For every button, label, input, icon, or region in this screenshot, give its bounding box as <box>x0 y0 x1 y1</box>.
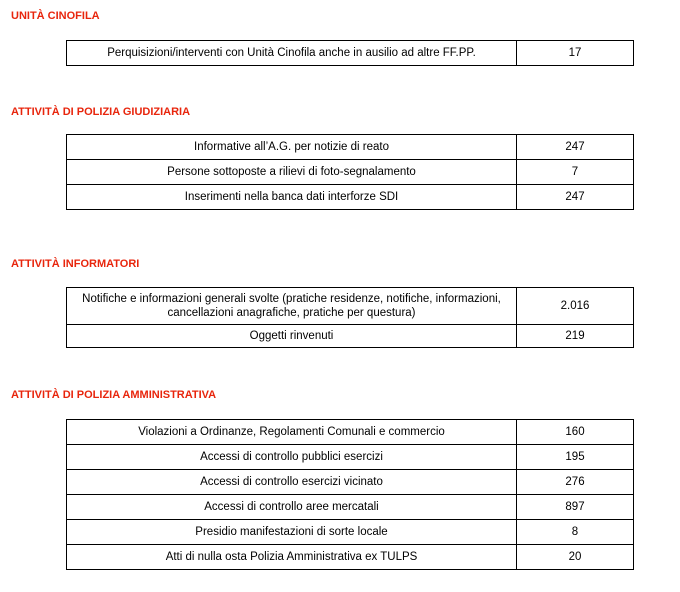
section-title-informatori: ATTIVITÀ INFORMATORI <box>11 258 140 270</box>
table-informatori <box>66 287 634 348</box>
section-title-polizia-giudiziaria: ATTIVITÀ DI POLIZIA GIUDIZIARIA <box>11 106 191 118</box>
row-label: Presidio manifestazioni di sorte locale <box>67 520 517 545</box>
row-label: Oggetti rinvenuti <box>67 325 517 348</box>
row-value: 7 <box>517 160 634 185</box>
row-label: Accessi di controllo pubblici esercizi <box>67 445 517 470</box>
row-label: Atti di nulla osta Polizia Amministrativa ex TULPS <box>67 545 517 570</box>
table-row <box>67 420 634 445</box>
row-label: Notifiche e informazioni generali svolte (pratiche residenze, notifiche, informazioni, cancellazioni anagrafiche, pratiche per questura) <box>67 288 517 325</box>
row-label: Accessi di controllo esercizi vicinato <box>67 470 517 495</box>
row-label: Informative all’A.G. per notizie di reato <box>67 135 517 160</box>
table-row <box>67 41 634 66</box>
table-row <box>67 325 634 348</box>
table-row <box>67 470 634 495</box>
row-value: 17 <box>517 41 634 66</box>
table-row <box>67 160 634 185</box>
section-title-polizia-amministrativa: ATTIVITÀ DI POLIZIA AMMINISTRATIVA <box>11 389 217 401</box>
row-value: 276 <box>517 470 634 495</box>
row-value: 2.016 <box>517 288 634 325</box>
table-polizia-giudiziaria <box>66 134 634 210</box>
row-value: 219 <box>517 325 634 348</box>
table-row <box>67 495 634 520</box>
table-row <box>67 135 634 160</box>
table-polizia-amministrativa <box>66 419 634 570</box>
row-label: Violazioni a Ordinanze, Regolamenti Comunali e commercio <box>67 420 517 445</box>
row-value: 247 <box>517 135 634 160</box>
row-value: 247 <box>517 185 634 210</box>
row-value: 20 <box>517 545 634 570</box>
row-label: Perquisizioni/interventi con Unità Cinofila anche in ausilio ad altre FF.PP. <box>67 41 517 66</box>
row-label: Inserimenti nella banca dati interforze SDI <box>67 185 517 210</box>
row-label: Persone sottoposte a rilievi di foto-segnalamento <box>67 160 517 185</box>
row-value: 195 <box>517 445 634 470</box>
row-value: 897 <box>517 495 634 520</box>
row-value: 8 <box>517 520 634 545</box>
row-label: Accessi di controllo aree mercatali <box>67 495 517 520</box>
table-row <box>67 185 634 210</box>
table-row <box>67 288 634 325</box>
table-unita-cinofila <box>66 40 634 66</box>
table-row <box>67 520 634 545</box>
table-row <box>67 445 634 470</box>
table-row <box>67 545 634 570</box>
section-title-unita-cinofila: UNITÀ CINOFILA <box>11 10 100 22</box>
row-value: 160 <box>517 420 634 445</box>
